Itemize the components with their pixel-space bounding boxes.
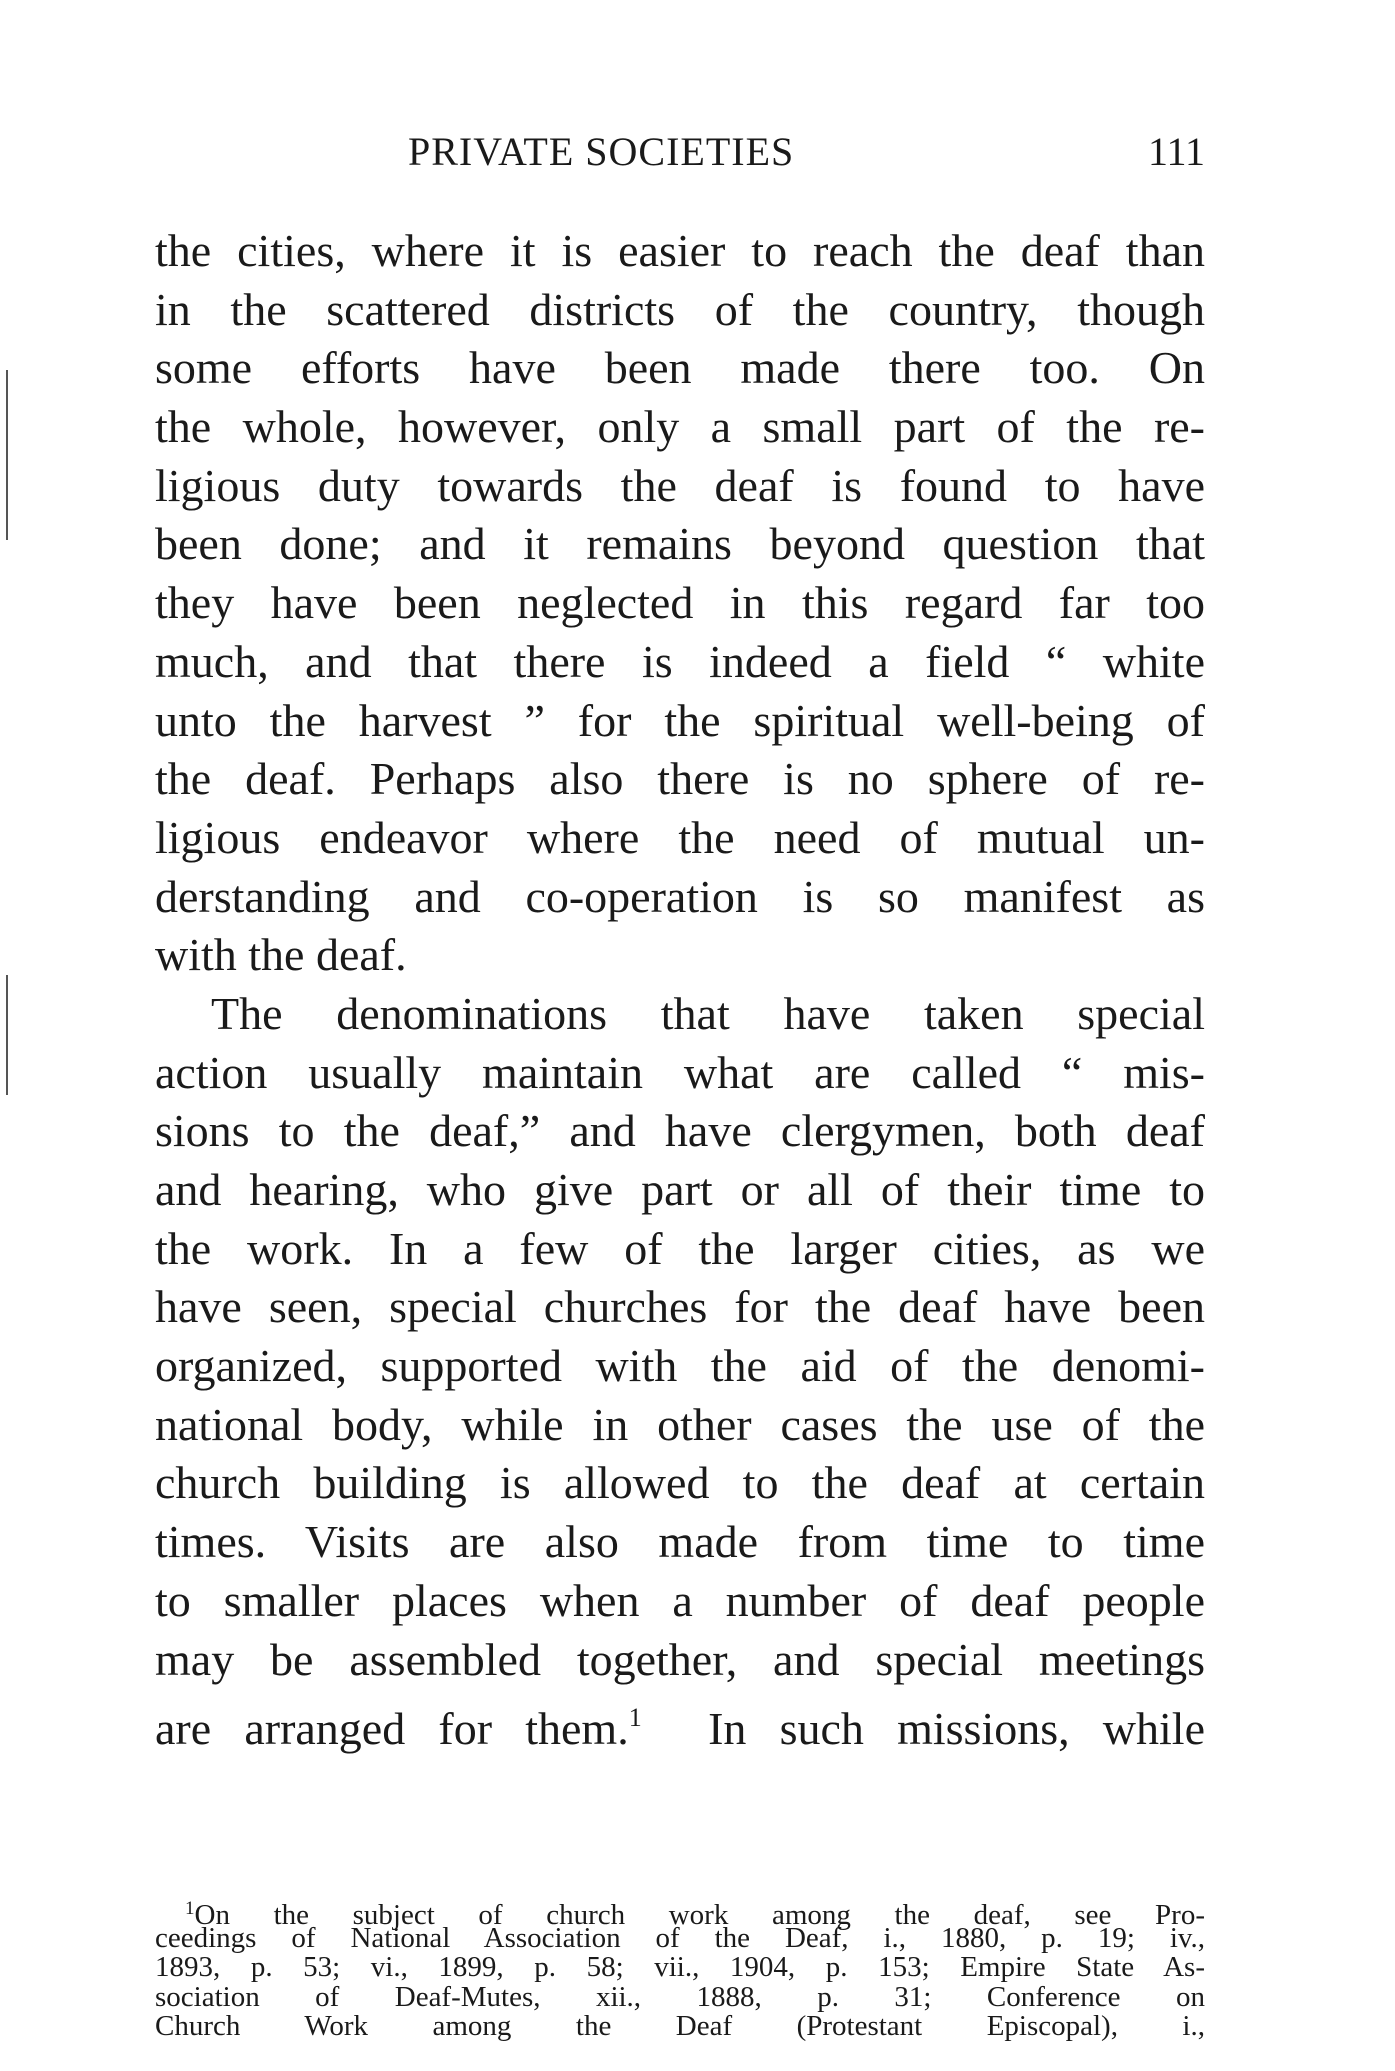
text-line: the deaf. Perhaps also there is no sphere of re-	[155, 753, 1205, 805]
text-line: times. Visits are also made from time to time	[155, 1516, 1205, 1568]
text-line: much, and that there is indeed a field “ white	[155, 635, 1205, 687]
body-text	[155, 222, 1206, 1755]
footnote-text: On the subject of church work among the deaf, see Pro-	[194, 1899, 1205, 1931]
text-line: sions to the deaf,” and have clergymen, both deaf	[155, 1105, 1205, 1157]
text-line: and hearing, who give part or all of their time to	[155, 1164, 1205, 1215]
text-line: The denominations that have taken special	[211, 987, 1205, 1039]
text-line: in the scattered districts of the country, though	[155, 283, 1205, 335]
footnote	[155, 1894, 1205, 2042]
footnote-line: Church Work among the Deaf (Protestant Episcopal), i.,	[155, 2010, 1205, 2042]
footnote-marker: 1	[185, 1898, 195, 1919]
footnote-line: sociation of Deaf-Mutes, xii., 1888, p. 31; Conference on	[155, 1980, 1205, 2013]
text-line: national body, while in other cases the use of the	[155, 1398, 1205, 1450]
text-line: derstanding and co-operation is so manifest as	[155, 870, 1205, 922]
text-line: ligious endeavor where the need of mutual un-	[155, 811, 1205, 863]
text-line: organized, supported with the aid of the denomi-	[155, 1340, 1205, 1392]
text-line: unto the harvest ” for the spiritual well-being of	[155, 694, 1205, 746]
text-line-with-footnote-ref	[155, 1689, 1206, 1755]
text-line: been done; and it remains beyond question that	[155, 518, 1205, 570]
footnote-line: 1893, p. 53; vi., 1899, p. 58; vii., 1904, p. 153; Empire State As-	[155, 1951, 1205, 1983]
running-header	[155, 128, 1205, 188]
footnote-line: ceedings of National Association of the Deaf, i., 1880, p. 19; iv.,	[155, 1921, 1205, 1954]
footnote-line	[155, 1894, 1205, 1931]
text-line: the work. In a few of the larger cities, as we	[155, 1222, 1205, 1274]
text-line: to smaller places when a number of deaf people	[155, 1574, 1205, 1626]
text-line: church building is allowed to the deaf at certain	[155, 1457, 1205, 1509]
running-title: PRIVATE SOCIETIES	[408, 129, 795, 174]
scan-margin-mark	[6, 370, 8, 540]
text-line: action usually maintain what are called “ mis-	[155, 1046, 1205, 1098]
footnote-reference[interactable]: 1	[628, 1703, 642, 1733]
text-line: have seen, special churches for the deaf have been	[155, 1281, 1205, 1333]
text-segment: In such missions, while	[708, 1703, 1206, 1755]
text-segment: are arranged for them.	[155, 1703, 629, 1755]
text-line: with the deaf.	[155, 929, 407, 981]
text-line: they have been neglected in this regard far too	[155, 577, 1205, 629]
scan-margin-mark	[6, 975, 8, 1095]
text-line: the cities, where it is easier to reach the deaf than	[155, 225, 1205, 276]
text-line: may be assembled together, and special meetings	[155, 1633, 1205, 1685]
text-line: the whole, however, only a small part of the re-	[155, 401, 1205, 453]
text-line: some efforts have been made there too. On	[155, 342, 1205, 394]
page-number: 111	[1147, 129, 1205, 174]
text-line: ligious duty towards the deaf is found to have	[155, 459, 1205, 511]
